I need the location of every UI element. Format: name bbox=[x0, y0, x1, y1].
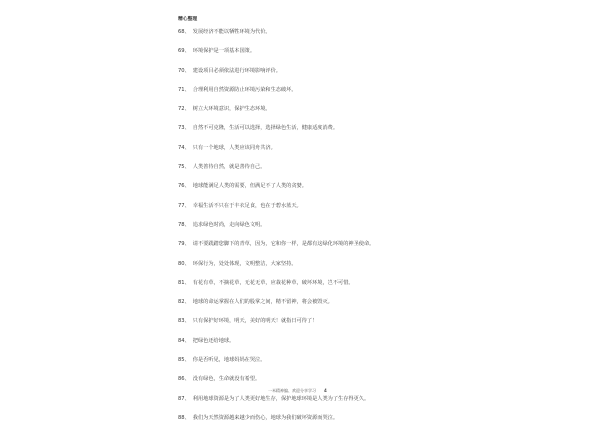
list-item: 70、 建设项目必须依法进行环境影响评价。 bbox=[178, 67, 281, 74]
list-item: 68、 发展经济不能以牺牲环境为代价。 bbox=[178, 29, 271, 35]
list-item: 86、 没有绿色，生命就没有希望。 bbox=[178, 376, 261, 383]
footer-text: 一米精神编、欢迎分享学习 bbox=[268, 388, 316, 393]
list-item: 77、 幸福生活不只在于丰衣足食，也在于碧水蓝天。 bbox=[178, 202, 302, 209]
list-item: 75、 人类善待自然，就是善待自己。 bbox=[178, 164, 266, 171]
list-item: 76、 地球能满足人类的需要，但满足不了人类的贪婪。 bbox=[178, 183, 307, 190]
list-item: 85、 你是否听见，地球妈妈在哭泣。 bbox=[178, 357, 266, 364]
list-item: 84、 把绿色还给地球。 bbox=[178, 337, 235, 344]
list-item: 78、 追求绿色时尚，走向绿色文明。 bbox=[178, 221, 266, 228]
list-item: 88、 我们为天然资源越来越少而伤心，地球为我们破坏资源而哭泣。 bbox=[178, 414, 339, 421]
list-item: 73、 自然不可克隆，生活可以选择，选择绿色生活，健康适度消费。 bbox=[178, 125, 339, 132]
list-item: 74、 只有一个地球，人类应该同舟共济。 bbox=[178, 144, 276, 151]
list-item: 72、 树立大环境意识，保护生态环境。 bbox=[178, 106, 271, 113]
list-item: 80、 环保行为，处处体现，文明整洁，大家坚持。 bbox=[178, 260, 297, 267]
page-number: 4 bbox=[324, 388, 327, 393]
list-item: 81、 有花有草，不摘花草，无花无草，应栽花种草，破坏环境，岂不可惜。 bbox=[178, 279, 354, 286]
list-item: 82、 地球的命运掌握在人们的股掌之间，精不留神，将会被毁灭。 bbox=[178, 299, 333, 306]
page-footer bbox=[268, 388, 327, 394]
slogan-list bbox=[178, 29, 432, 434]
list-item: 71、 合理利用自然资源防止环境污染和生态破坏。 bbox=[178, 86, 297, 93]
list-item: 83、 只有保护好环境，明天，美好的明天！就指日可待了！ bbox=[178, 318, 318, 325]
list-item: 69、 环境保护是一项基本国策。 bbox=[178, 48, 256, 55]
page-header: 精心整理 bbox=[178, 17, 198, 22]
list-item: 79、 请不要践踏您脚下的青草，因为，它和你一样，是都有这绿化环境的神圣使命。 bbox=[178, 241, 375, 248]
list-item: 87、 利用地球资源是为了人类更好地生存，保护地球环境是人类为了生存得更久。 bbox=[178, 395, 370, 402]
